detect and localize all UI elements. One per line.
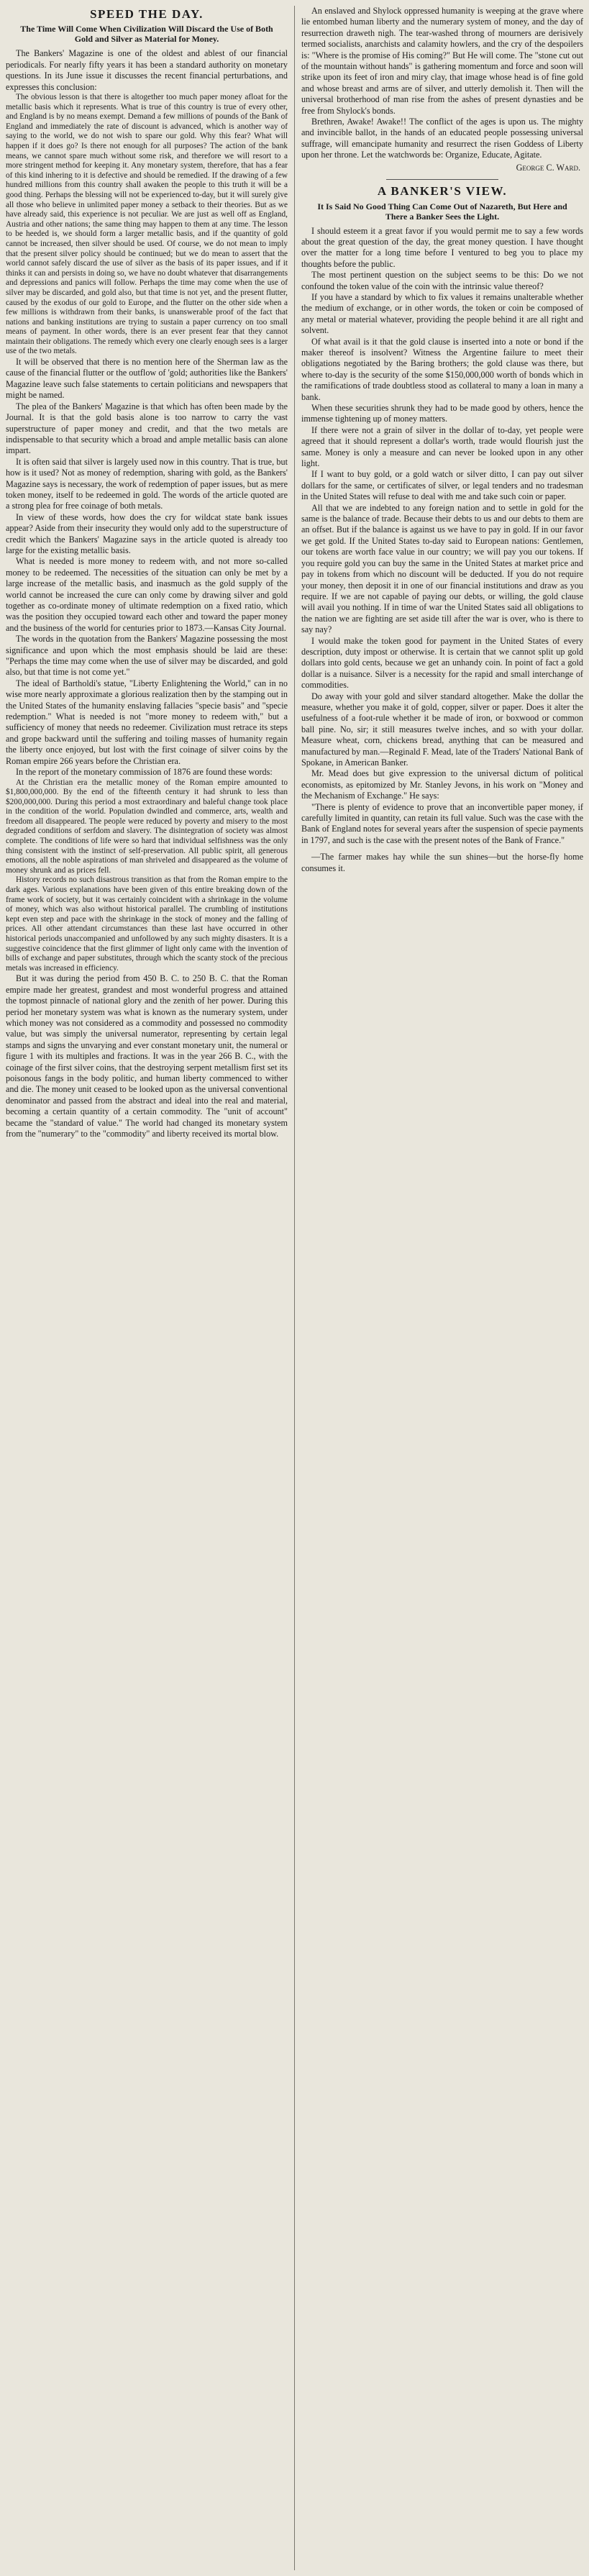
paragraph: Of what avail is it that the gold clause is inserted into a note or bond if the maker thereof is insolvent? Witness the Argentine failure to meet their obligations negotiated by the Baring brothers; the gold clause was there, but where to-day is the security of the some $150,000,000 worth of bonds which in the ramifications of trade doubtless stood as collateral to many a loan in many a bank. (301, 336, 583, 402)
left-column (6, 6, 288, 2570)
paragraph: The most pertinent question on the subject seems to be this: Do we not confound the token value of the coin with the intrinsic value thereof? (301, 270, 583, 291)
paragraph: The ideal of Bartholdi's statue, "Liberty Enlightening the World," can in no wise more nearly approximate a glorious realization then by the stamping out in the United States of the humanity enslaving fallacies "specie basis" and "specie redemption." What is needed is not "more money to redeem with," but a sufficiency of money that needs no redeemer. Civilization must retrace its steps and grope backward until the suffering and toiling masses of humanity regain the liberty once enjoyed, but lost with the first coinage of silver coins by the Roman empire 266 years before the Christian era. (6, 678, 288, 766)
paragraph: All that we are indebted to any foreign nation and to settle in gold for the same is the balance of trade. Because their debts to us and our debts to them are an offset. But if the balance is against us we have to pay in gold. If in our favor we get gold. If the United States to-day said to European nations: Gentlemen, our tokens are worth face value in our country; we will pay you our tokens. If you require gold you can buy the same in the United States at market price and pay in tokens from which no discount will be deducted. If you do not require your money, then deposit it in one of our financial institutions and draw as you require. If we are not capable of paying our debts, or willing, the gold clause will avail you nothing. If in time of war the United States said all obligations to the nation we are fighting are set aside till after the war is over, who is there to say nay? (301, 502, 583, 635)
article-title: SPEED THE DAY. (90, 7, 204, 21)
paragraph: An enslaved and Shylock oppressed humanity is weeping at the grave where lie entombed human liberty and the numerary system of money, and the day of resurrection draweth nigh. The tear-washed throng of mourners are derisively termed socialists, anarchists and calamity howlers, and the cry of the despoilers is: "Where is the promise of His coming?" But He will come. The "stone cut out of the mountain without hands" is gathering momentum and force and soon will strike upon its feet of iron and miry clay, that image whose head is of fine gold and whose breast and arms are of silver, and utterly demolish it. Then will the universal brotherhood of man rise from the ashes of present dynasties and be free from Shylock's bonds. (301, 6, 583, 116)
paragraph: In view of these words, how does the cry for wildcat state bank issues appear? Aside from their insecurity they would only add to the superstructure of credit which the Bankers' Magazine says in the article quoted is already too large for the existing metallic basis. (6, 511, 288, 555)
closing-note: —The farmer makes hay while the sun shines—but the horse-fly home consumes it. (301, 852, 583, 873)
paragraph: It will be observed that there is no mention here of the Sherman law as the cause of the financial flutter or the outflow of 'gold; authorities like the Bankers' Magazine leave such false statements to certain politicians and newspapers that might be named. (6, 357, 288, 401)
article-body (301, 226, 583, 847)
article-deck: The Time Will Come When Civilization Will Discard the Use of Both Gold and Silver as Material for Money. (20, 24, 273, 45)
paragraph: I should esteem it a great favor if you would permit me to say a few words about the great question of the day, the great money question. I have thought over the matter for a long time before I ventured to beg you to place my thoughts before the public. (301, 225, 583, 269)
article-body (6, 48, 288, 1139)
paragraph: Brethren, Awake! Awake!! The conflict of the ages is upon us. The mighty and invincible ballot, in the hands of an educated people possessing universal suffrage, will emancipate humanity and resurrect the risen Goddess of Liberty upon her throne. Let the watchwords be: Organize, Educate, Agitate. (301, 117, 583, 160)
paragraph: If you have a standard by which to fix values it remains unalterable whether the medium of exchange, or in other words, the token or coin be composed of any metal or material whatever, providing the people behind it are all right and solvent. (301, 291, 583, 336)
quoted-paragraph: At the Christian era the metallic money of the Roman empire amounted to $1,800,000,000. By the end of the fifteenth century it had shrunk to less than $200,000,000. During this period a most extraordinary and baleful change took place in the condition of the world. Population dwindled and commerce, arts, wealth and freedom all disappeared. The people were reduced by poverty and misery to the most degraded conditions of serfdom and slavery. The disintegration of society was almost complete. The conditions of life were so hard that individual selfishness was the only thing consistent with the instinct of self-preservation. All public spirit, all generous emotions, all the noble aspirations of man shriveled and disappeared as the volume of money shrunk and as prices fell. (6, 778, 288, 875)
quoted-paragraph: The obvious lesson is that there is altogether too much paper money afloat for the metallic basis which it represents. What is true of this country is true of every other, and England is by no means exempt. Demand a few millions of pounds of the Bank of England and immediately the rate of discount is advanced, which is another way of saying to the world, we do not wish to spare our gold. Why this fear? What will happen if it does go? Is there not enough for all purposes? The action of the bank means, we cannot spare much without some risk, and therefore we will resort to a more stringent method for keeping it. Any monetary system, therefore, that has a fear of this kind inhering to it is defective and should be remedied. If the drawing of a few hundred millions from this country shall awaken the people to this truth it will be a good thing. Perhaps the blessing will not be experienced to-day, but it will surely give all those who believe in unlimited paper money a setback to their theories. But as we have already said, this experience is not peculiar. We are just as well off as England, Austria and other nations; the same thing may happen to them at any time. The lesson to be heeded is, we should form a larger metallic basis, and if the quantity of gold cannot be increased, then silver should be used. Of course, we do not mean to imply that the present silver policy should be continued; but we do mean to assert that the world cannot safely discard the use of silver as the basis of its paper issues, and if it thinks it can and persists in doing so, we have no doubt whatever that disarrangements and depressions and panics will follow. Perhaps the time may come when the use of silver may be discarded, and gold also, but that time is not yet, and the present flutter, caused by the exodus of our gold to Europe, and the flutter on the other side when a few millions is withdrawn from their banks, is unanswerable proof of the fact that nations and banking institutions are trying to sustain a paper currency on too small means of payment. In other words, there is an ever present fear that they cannot maintain their obligations. The remedy which every one clearly enough sees is a larger use of the two metals. (6, 93, 288, 356)
paragraph: "There is plenty of evidence to prove that an inconvertible paper money, if carefully limited in quantity, can retain its full value. Such was the case with the Bank of England notes for several years after the suspension of specie payments in 1797, and such is the case with the present notes of the Bank of France." (301, 801, 583, 845)
article-title: A BANKER'S VIEW. (377, 184, 508, 199)
paragraph: In the report of the monetary commission of 1876 are found these words: (16, 767, 273, 778)
paragraph: The Bankers' Magazine is one of the oldest and ablest of our financial periodicals. For nearly fifty years it has been a standard authority on monetary questions. In its June issue it discusses the recent financial perturbations, and expresses this conclusion: (6, 48, 288, 92)
right-column (301, 6, 583, 2570)
paragraph: I would make the token good for payment in the United States of every description, duty impost or otherwise. It is certain that we cannot split up gold dollars into gold cents, because we get an unhandy coin. In point of fact a gold dollar is a nuisance. Silver is a necessity for the rapid and small interchange of commodities. (301, 635, 583, 691)
paragraph: If I want to buy gold, or a gold watch or silver ditto, I can pay out silver dollars for the same, or certificates of silver, or legal tenders and no tradesman in the United States will refuse to deal with me and take such coin or paper. (301, 469, 583, 502)
divider (386, 179, 499, 180)
paragraph: What is needed is more money to redeem with, and not more so-called money to be redeemed. The necessities of the situation can only be met by a large increase of the metallic basis, and inasmuch as the gold supply of the world cannot be increased the cure can only come by drawing silver and gold together as co-ordinate money of ultimate redemption on a fixed ratio, which was the position they occupied toward each other and toward the paper money and the business of the world for centuries prior to 1873.—Kansas City Journal. (6, 556, 288, 633)
signature: George C. Ward. (516, 162, 580, 173)
quoted-paragraph: History records no such disastrous transition as that from the Roman empire to the dark ages. Various explanations have been given of this entire breaking down of the frame work of society, but it was certainly coincident with a shrinkage in the volume of money, which was also without historical parallel. The crumbling of institutions kept even step and pace with the shrinkage in the stock of money and the falling of prices. All other attendant circumstances than these last have occurred in other historical periods unaccompanied and unfollowed by any such mighty disasters. It is a suggestive coincidence that the first glimmer of light only came with the invention of bills of exchange and paper substitutes, through which the scanty stock of the precious metals was increased in efficiency. (6, 875, 288, 973)
paragraph: But it was during the period from 450 B. C. to 250 B. C. that the Roman empire made her greatest, grandest and most wonderful progress and attained the topmost pinnacle of national glory and the zenith of her power. During this period her monetary system was what is known as the numerary system, under which money was not considered as a commodity and possessed no commodity value, but was simply the universal numerator, representing by certain legal stamps and signs the unvarying and ever constant monetary unit, the numeral or figure 1 with its multiples and fractions. It was in the year 266 B. C., with the coinage of the first silver coins, that the destroying serpent metallism first set its poisonous fangs in the body politic, and human liberty commenced to wither and die. The money unit ceased to be looked upon as the universal conventional denominator and passed from the abstract and ideal into the real and material, becoming a certain quantity of a certain commodity. The "unit of account" became the "standard of value." The world had changed its monetary system from the "numerary" to the "commodity" and liberty received its mortal blow. (6, 973, 288, 1139)
paragraph: Do away with your gold and silver standard altogether. Make the dollar the measure, whether you make it of gold, copper, silver or paper. Does it alter the usefulness of a foot-rule whether it be made of iron, or boxwood or common ball pine. No, sir; it still measures twelve inches, and so with your dollar. Measure wheat, corn, chickens bread, anything that can be measured and manufactured by man.—Reginald F. Mead, late of the Traders' National Bank of Spokane, in American Banker. (301, 691, 583, 768)
column-rule (294, 6, 295, 2570)
paragraph: It is often said that silver is largely used now in this country. That is true, but how is it used? Not as money of redemption, sharing with gold, as the Bankers' Magazine says is necessary, the work of redemption of paper issues, but as mere token money, itself to be redeemed in gold. The words of the article quoted are a strong plea for free coinage of both metals. (6, 456, 288, 511)
paragraph: When these securities shrunk they had to be made good by others, hence the immense tightening up of money matters. (301, 403, 583, 424)
paragraph: The words in the quotation from the Bankers' Magazine possessing the most significance and upon which the most emphasis should be laid are these: "Perhaps the time may come when the use of silver may be discarded, and gold also, but that time is not come yet." (6, 634, 288, 678)
paragraph: Mr. Mead does but give expression to the universal dictum of political economists, as epitomized by Mr. Stanley Jevons, in his work on "Money and the Mechanism of Exchange." He says: (301, 768, 583, 801)
paragraph: If there were not a grain of silver in the dollar of to-day, yet people were agreed that it should represent a dollar's worth, trade would flourish just the same. Money is only a measure and can never be looked upon in any other light. (301, 424, 583, 469)
paragraph: The plea of the Bankers' Magazine is that which has often been made by the Journal. It is that the gold basis alone is too narrow to carry the vast superstructure of paper money and credit, and that the two metals are indispensable to that security which a broad and ample metallic basis can alone impart. (6, 401, 288, 456)
article-deck: It Is Said No Good Thing Can Come Out of Nazareth, But Here and There a Banker Sees the Light. (317, 201, 567, 222)
